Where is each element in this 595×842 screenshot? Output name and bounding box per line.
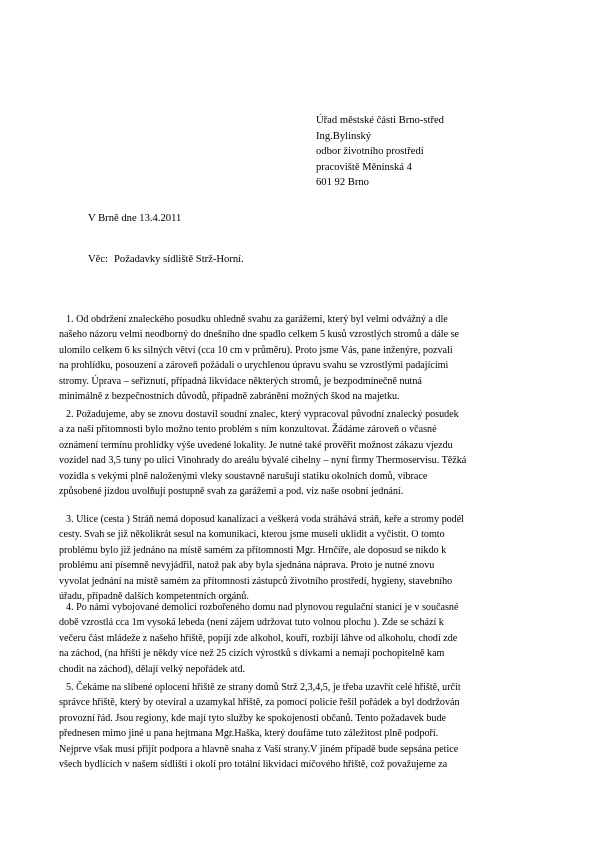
paragraph-line: Nejprve však musí přijít podpora a hlavně snaha z Vaší strany.V jiném případě bude sepsána petice	[59, 743, 459, 755]
paragraph-line: a za naší přítomnosti bylo možno tento problém s ním konzultovat. Žádáme zároveň o včasné	[59, 424, 437, 436]
subject-line	[88, 254, 244, 265]
paragraph-3	[59, 512, 529, 604]
address-line: Úřad městské části Brno-střed	[316, 115, 444, 126]
paragraph-line: době vzrostlá cca 1m vysoká lebeda (není zájem udržovat tuto volnou plochu ). Zde se schází k	[59, 617, 444, 629]
paragraph-line: 5. Čekáme na slíbené oplocení hřiště ze strany domů Strž 2,3,4,5, je třeba uzavřít celé hřiště, určit	[66, 682, 461, 693]
paragraph-line: způsobené jízdou uvolňují postupně svah za garážemi a pod. viz naše osobní jednání.	[59, 486, 404, 498]
paragraph-line: vyvolat jednání na místě samém za přítomnosti zástupců životního prostředí, hygieny, stavebního	[59, 575, 453, 587]
paragraph-line: ulomilo celkem 6 ks silných větví (cca 10 cm v průměru). Proto jsme Vás, pane inženýre, pozvali	[59, 344, 453, 356]
paragraph-line: problému ani písemně nevyjádřil, natož pak aby byla sjednána náprava. Proto je nutné znovu	[59, 560, 435, 572]
paragraph-line: všech bydlících v našem sídlišti i okolí pro totální likvidaci míčového hřiště, což považujeme za	[59, 759, 448, 771]
paragraph-4	[59, 600, 529, 677]
subject-text: Požadavky sídliště Strž-Horní.	[114, 254, 244, 265]
address-line: 601 92 Brno	[316, 177, 369, 189]
paragraph-line: stromy. Úprava – seřiznutí, případná likvidace některých stromů, je bezpodmínečně nutná	[59, 375, 422, 387]
address-line: odbor životního prostředí	[316, 146, 424, 158]
paragraph-line: cesty. Svah se již několikrát sesul na komunikaci, kterou jsme museli uklidit a vyčistit. O tomto	[59, 529, 445, 541]
paragraph-1	[59, 312, 529, 404]
paragraph-line: večeru část mládeže z našeho hřiště, popíjí zde alkohol, kouří, rozbíjí láhve od alkoholu, chodí zde	[59, 632, 458, 644]
paragraph-line: přednesen mimo jiné u pana hejtmana Mgr.Haška, který doufáme tuto záležitost plně podpoří.	[59, 728, 439, 740]
paragraph-line: vozidla s vekými plně naloženými vleky soustavně narušují statiku okolních domů, vibrace	[59, 470, 428, 482]
subject-label: Věc:	[88, 254, 108, 265]
paragraph-line: 4. Po námi vybojované demolici rozbořeného domu nad plynovou regulační stanicí je v současné	[66, 602, 459, 613]
paragraph-line: 1. Od obdržení znaleckého posudku ohledně svahu za garážemi, který byl velmi odvážný a dle	[66, 314, 448, 325]
paragraph-line: na prohlídku, posouzení a zároveň požádali o urychlenou úpravu svahu se vzrostlými padajícími	[59, 360, 449, 372]
paragraph-line: chodit na záchod), dělají velký nepořádek atd.	[59, 663, 246, 675]
paragraph-line: úřadu, případně dalších kompetentních orgánů.	[59, 591, 249, 603]
recipient-address	[316, 113, 444, 191]
paragraph-line: správce hřiště, který by otevíral a uzamykal hřiště, za pomocí policie řešil pořádek a byl dodržován	[59, 697, 460, 709]
paragraph-line: problému bylo již jednáno na místě samém za přítomnosti Mgr. Hrnčíře, ale doposud se nikdo k	[59, 544, 447, 556]
paragraph-5	[59, 680, 529, 772]
paragraph-line: na záchod, (na hřišti je někdy více než 25 cizích výrostků s dívkami a nemají pochopitelně kam	[59, 648, 445, 660]
paragraph-line: minimálně z bezpečnostních důvodů, případně zabránění možných škod na majetku.	[59, 391, 400, 403]
address-line: Ing.Bylinský	[316, 130, 372, 142]
address-line: pracoviště Měnínská 4	[316, 161, 412, 173]
date-line: V Brně dne 13.4.2011	[88, 213, 182, 224]
paragraph-2	[59, 407, 529, 499]
paragraph-line: vozidel nad 3,5 tuny po ulici Vinohrady do areálu bývalé cihelny – nyní firmy Thermoservisu. Těžká	[59, 455, 467, 467]
paragraph-line: provozní řád. Jsou regiony, kde mají tyto služby ke spokojenosti občanů. Tento požadavek bude	[59, 712, 446, 724]
paragraph-line: oznámení termínu prohlídky výše uvedené lokality. Je nutné také prověřit možnost zákazu vjezdu	[59, 439, 453, 451]
paragraph-line: 3. Ulice (cesta ) Stráň nemá doposud kanalizaci a veškerá voda stráhává stráň, keře a stromy podél	[66, 514, 464, 525]
paragraph-line: 2. Požadujeme, aby se znovu dostavil soudní znalec, který vypracoval původní znalecký posudek	[66, 409, 459, 420]
paragraph-line: našeho názoru velmi neodborný do dnešního dne spadlo celkem 5 kusů vzrostlých stromů a dále se	[59, 329, 460, 341]
